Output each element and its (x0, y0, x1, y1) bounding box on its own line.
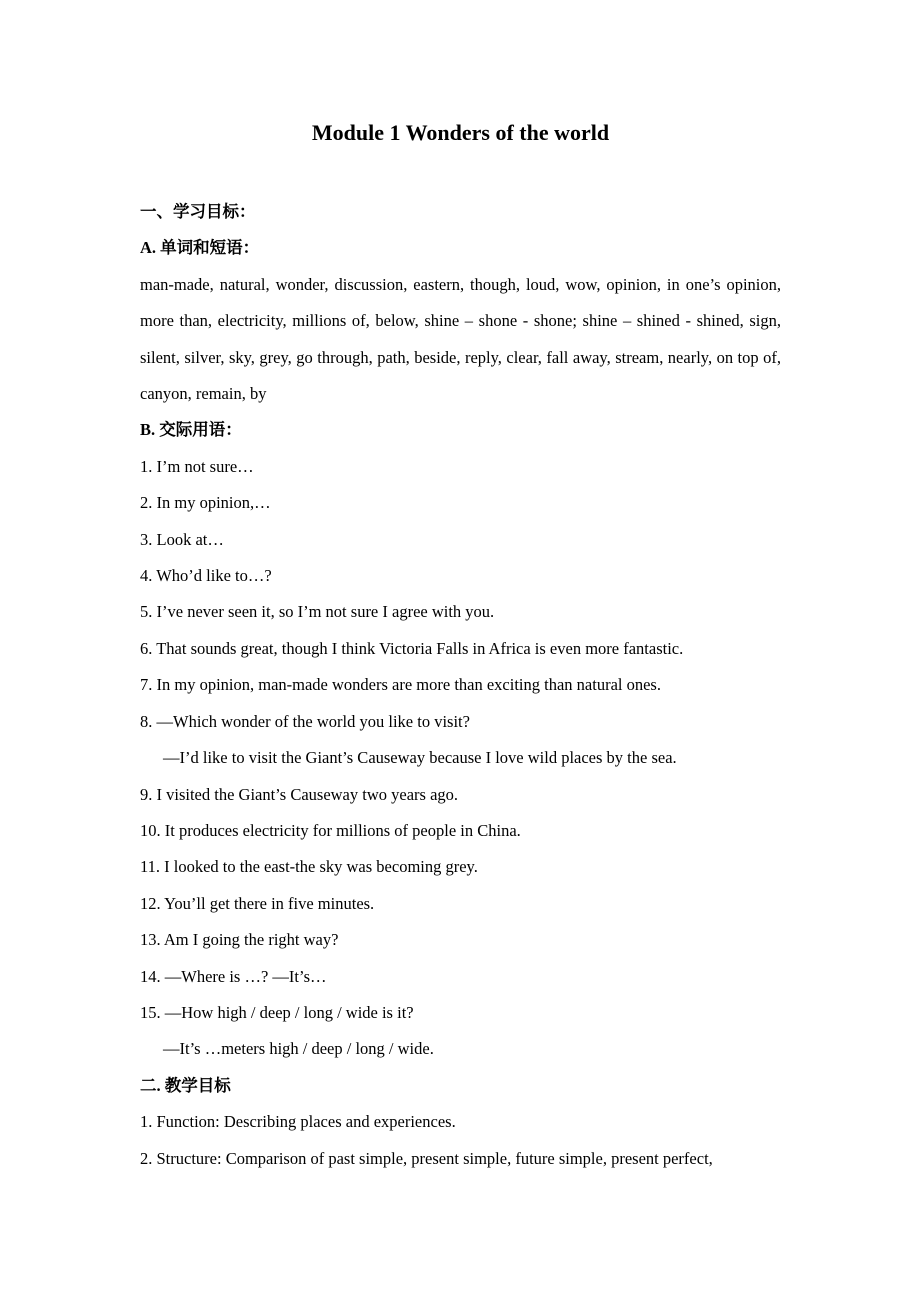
expression-line: 13. Am I going the right way? (140, 930, 339, 950)
expression-line: 3. Look at… (140, 529, 224, 549)
teaching-goal-line: 2. Structure: Comparison of past simple, present simple, future simple, present perfect, (140, 1148, 713, 1168)
word-list-paragraph: man-made, natural, wonder, discussion, eastern, though, loud, wow, opinion, in one’s opinion, more than, electricity, millions of, below, shine – shone - shone; shine – shined - shined, sign, silent, silver, sky, grey, go through, path, beside, reply, clear, fall away, stream, nearly, on top of, canyon, remain, by (140, 274, 781, 404)
expression-line: 14. —Where is …? —It’s… (140, 966, 327, 986)
expression-line: —I’d like to visit the Giant’s Causeway because I love wild places by the sea. (163, 748, 677, 768)
expression-line: 15. —How high / deep / long / wide is it? (140, 1002, 414, 1022)
teaching-goal-line: 1. Function: Describing places and experiences. (140, 1112, 456, 1132)
expression-line: —It’s …meters high / deep / long / wide. (163, 1039, 434, 1059)
expressions-list (140, 449, 781, 1068)
expression-line: 8. —Which wonder of the world you like to visit? (140, 711, 470, 731)
document-title: Module 1 Wonders of the world (311, 120, 610, 145)
expression-line: 2. In my opinion,… (140, 493, 271, 513)
expression-line: 1. I’m not sure… (140, 456, 254, 476)
expression-line: 12. You’ll get there in five minutes. (140, 893, 375, 913)
expression-line: 10. It produces electricity for millions of people in China. (140, 820, 521, 840)
expression-line: 5. I’ve never seen it, so I’m not sure I agree with you. (140, 602, 495, 622)
section-1-heading: 一、学习目标： (140, 202, 256, 221)
expression-line: 6. That sounds great, though I think Victoria Falls in Africa is even more fantastic. (140, 638, 684, 658)
section-b-heading: B. 交际用语： (140, 420, 242, 440)
section-a-heading: A. 单词和短语： (140, 238, 260, 258)
teaching-goals-list (140, 1104, 781, 1177)
expression-line: 7. In my opinion, man-made wonders are more than exciting than natural ones. (140, 675, 661, 695)
expression-line: 11. I looked to the east-the sky was becoming grey. (140, 857, 478, 877)
expression-line: 4. Who’d like to…? (140, 566, 272, 586)
expression-line: 9. I visited the Giant’s Causeway two years ago. (140, 784, 459, 804)
section-2-heading: 二. 教学目标 (140, 1075, 231, 1095)
